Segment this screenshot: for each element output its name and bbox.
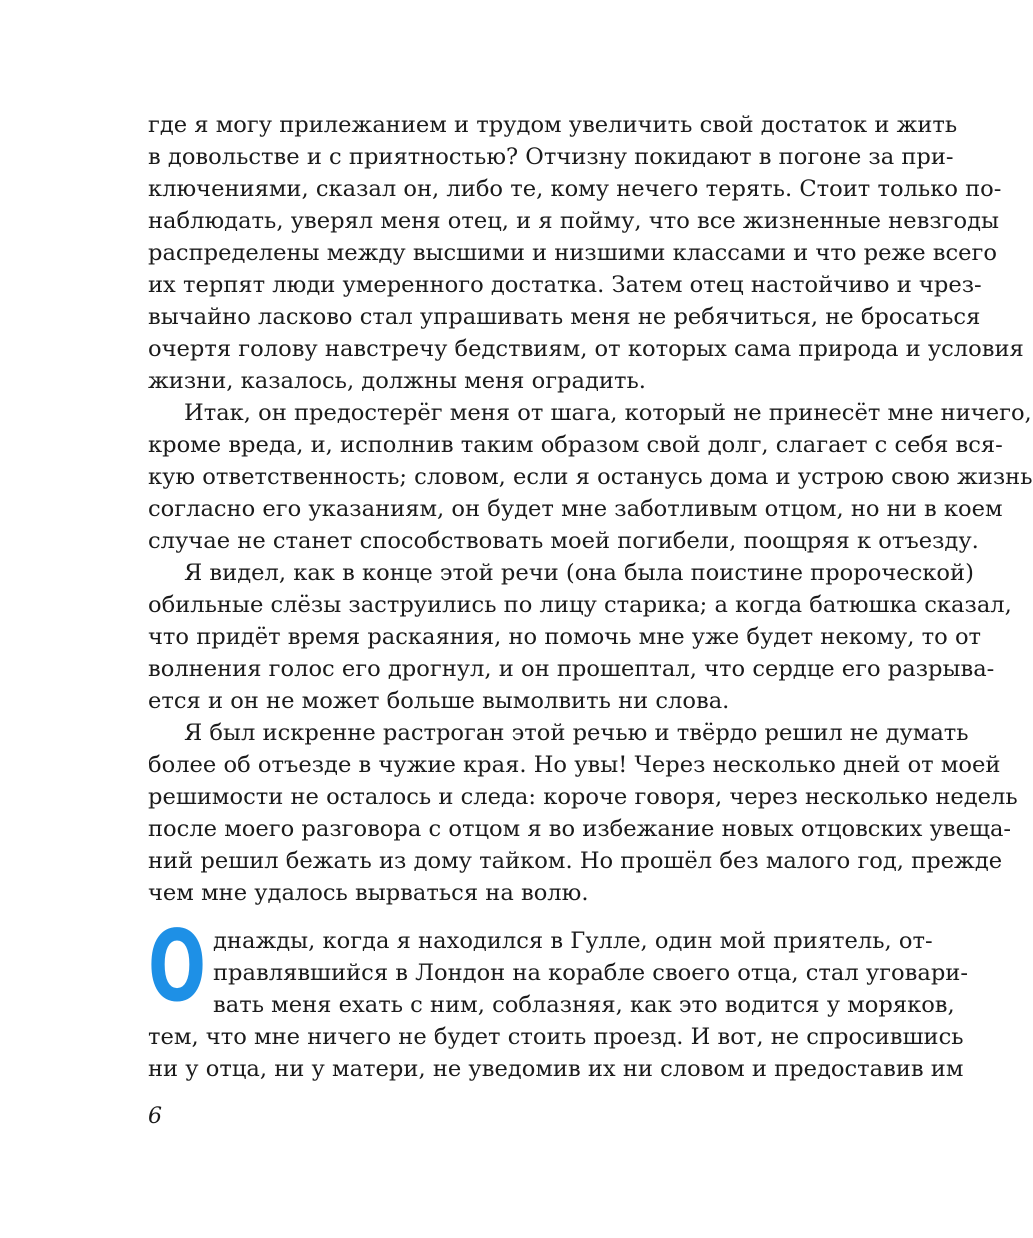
text-line: распределены между высшими и низшими классами и что реже всего bbox=[148, 240, 997, 266]
text-line: их терпят люди умеренного достатка. Затем отец настойчиво и чрез- bbox=[148, 272, 982, 298]
text-line: обильные слёзы заструились по лицу старика; а когда батюшка сказал, bbox=[148, 592, 1012, 618]
text-line: что придёт время раскаяния, но помочь мне уже будет некому, то от bbox=[148, 624, 982, 650]
text-line: тем, что мне ничего не будет стоить проезд. И вот, не спросившись bbox=[148, 1024, 964, 1050]
text-line: ется и он не может больше вымолвить ни слова. bbox=[148, 688, 730, 714]
text-line: более об отъезде в чужие края. Но увы! Через несколько дней от моей bbox=[148, 752, 1001, 778]
text-line: волнения голос его дрогнул, и он прошептал, что сердце его разрыва- bbox=[148, 656, 995, 682]
text-line: вать меня ехать с ним, соблазняя, как это водится у моряков, bbox=[213, 992, 955, 1018]
text-line: днажды, когда я находился в Гулле, один мой приятель, от- bbox=[213, 928, 933, 954]
text-line: после моего разговора с отцом я во избежание новых отцовских увеща- bbox=[148, 816, 1012, 842]
text-line: случае не станет способствовать моей погибели, поощряя к отъезду. bbox=[148, 528, 979, 554]
text-line: чем мне удалось вырваться на волю. bbox=[148, 880, 589, 906]
text-line: Я видел, как в конце этой речи (она была поистине пророческой) bbox=[184, 560, 974, 586]
text-line: в довольстве и с приятностью? Отчизну покидают в погоне за при- bbox=[148, 144, 954, 170]
text-line: правлявшийся в Лондон на корабле своего отца, стал уговари- bbox=[213, 960, 968, 986]
text-line: ний решил бежать из дому тайком. Но прошёл без малого год, прежде bbox=[148, 848, 1003, 874]
text-line: Итак, он предостерёг меня от шага, который не принесёт мне ничего, bbox=[184, 400, 1032, 426]
text-line: решимости не осталось и следа: короче говоря, через несколько недель bbox=[148, 784, 1018, 810]
text-line: наблюдать, уверял меня отец, и я пойму, что все жизненные невзгоды bbox=[148, 208, 999, 234]
text-line: жизни, казалось, должны меня оградить. bbox=[148, 368, 646, 394]
drop-cap bbox=[148, 910, 206, 1024]
text-line: согласно его указаниям, он будет мне заботливым отцом, но ни в коем bbox=[148, 496, 1003, 522]
drop-cap-letter: О bbox=[148, 910, 206, 1024]
text-line: кую ответственность; словом, если я останусь дома и устрою свою жизнь bbox=[148, 464, 1033, 490]
text-line: кроме вреда, и, исполнив таким образом свой долг, слагает с себя вся- bbox=[148, 432, 1003, 458]
text-line: очертя голову навстречу бедствиям, от которых сама природа и условия bbox=[148, 336, 1024, 362]
text-line: ни у отца, ни у матери, не уведомив их ни словом и предоставив им bbox=[148, 1056, 964, 1082]
text-line: где я могу прилежанием и трудом увеличить свой достаток и жить bbox=[148, 112, 958, 138]
text-line: вычайно ласково стал упрашивать меня не ребячиться, не бросаться bbox=[148, 304, 981, 330]
page-number: 6 bbox=[148, 1104, 162, 1129]
text-line: ключениями, сказал он, либо те, кому нечего терять. Стоит только по- bbox=[148, 176, 1002, 202]
text-line: Я был искренне растроган этой речью и твёрдо решил не думать bbox=[184, 720, 969, 746]
